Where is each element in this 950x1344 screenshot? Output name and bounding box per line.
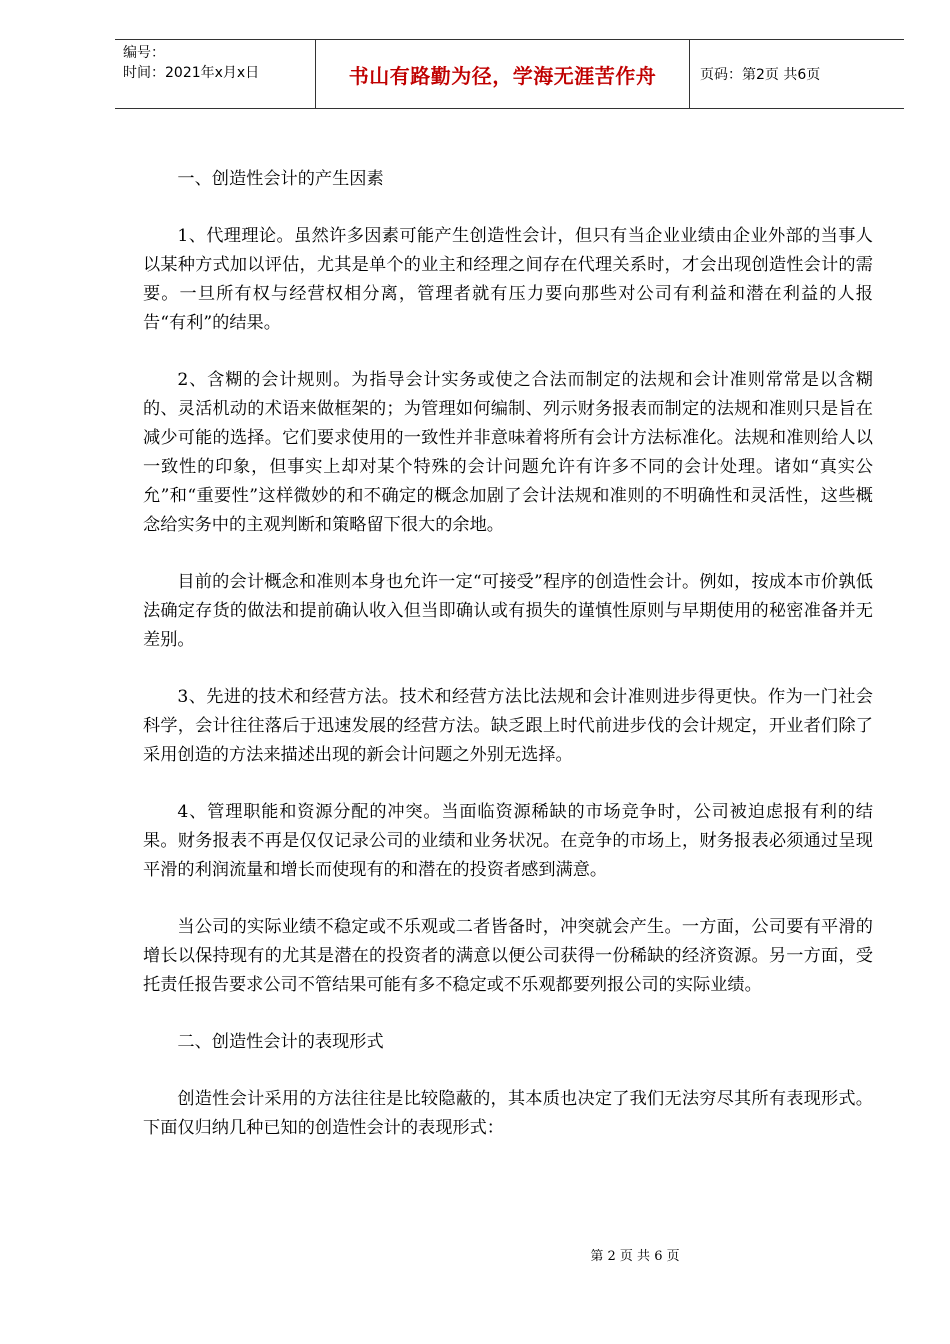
paragraph: 3、先进的技术和经营方法。技术和经营方法比法规和会计准则进步得更快。作为一门社会科学，会计往往落后于迅速发展的经营方法。缺乏跟上时代前进步伐的会计规定，开业者们除了采用创造的方法来描述出现的新会计问题之外别无选择。	[143, 687, 873, 765]
paragraph: 2、含糊的会计规则。为指导会计实务或使之合法而制定的法规和会计准则常常是以含糊的、灵活机动的术语来做框架的；为管理如何编制、列示财务报表而制定的法规和准则只是旨在减少可能的选择。它们要求使用的一致性并非意味着将所有会计方法标准化。法规和准则给人以一致性的印象，但事实上却对某个特殊的会计问题允许有许多不同的会计处理。诸如“真实公允”和“重要性”这样微妙的和不确定的概念加剧了会计法规和准则的不明确性和灵活性，这些概念给实务中的主观判断和策略留下很大的余地。	[143, 370, 873, 535]
code-label: 编号：	[123, 45, 165, 61]
header-page-info: 页码：第2页 共6页	[700, 67, 821, 83]
header-motto: 书山有路勤为径，学海无涯苦作舟	[316, 40, 690, 108]
time-label: 时间：2021年x月x日	[123, 65, 260, 81]
page-header	[115, 39, 904, 109]
document-body	[143, 165, 873, 1171]
paragraph: 创造性会计采用的方法往往是比较隐蔽的，其本质也决定了我们无法穷尽其所有表现形式。下面仅归纳几种已知的创造性会计的表现形式：	[143, 1089, 873, 1138]
header-meta	[115, 40, 316, 108]
section-heading-2: 二、创造性会计的表现形式	[177, 1032, 384, 1052]
paragraph: 4、管理职能和资源分配的冲突。当面临资源稀缺的市场竞争时，公司被迫虑报有利的结果。财务报表不再是仅仅记录公司的业绩和业务状况。在竞争的市场上，财务报表必须通过呈现平滑的利润流量和增长而使现有的和潜在的投资者感到满意。	[143, 802, 873, 880]
page-footer: 第 2 页 共 6 页	[590, 1249, 680, 1264]
paragraph: 目前的会计概念和准则本身也允许一定“可接受”程序的创造性会计。例如，按成本市价孰低法确定存货的做法和提前确认收入但当即确认或有损失的谨慎性原则与早期使用的秘密准备并无差别。	[143, 572, 873, 650]
paragraph: 当公司的实际业绩不稳定或不乐观或二者皆备时，冲突就会产生。一方面，公司要有平滑的增长以保持现有的尤其是潜在的投资者的满意以便公司获得一份稀缺的经济资源。另一方面，受托责任报告要求公司不管结果可能有多不稳定或不乐观都要列报公司的实际业绩。	[143, 917, 873, 995]
section-heading-1: 一、创造性会计的产生因素	[177, 169, 384, 189]
paragraph: 1、代理理论。虽然许多因素可能产生创造性会计，但只有当企业业绩由企业外部的当事人以某种方式加以评估，尤其是单个的业主和经理之间存在代理关系时，才会出现创造性会计的需要。一旦所有权与经营权相分离，管理者就有压力要向那些对公司有利益和潜在利益的人报告“有利”的结果。	[143, 226, 873, 333]
